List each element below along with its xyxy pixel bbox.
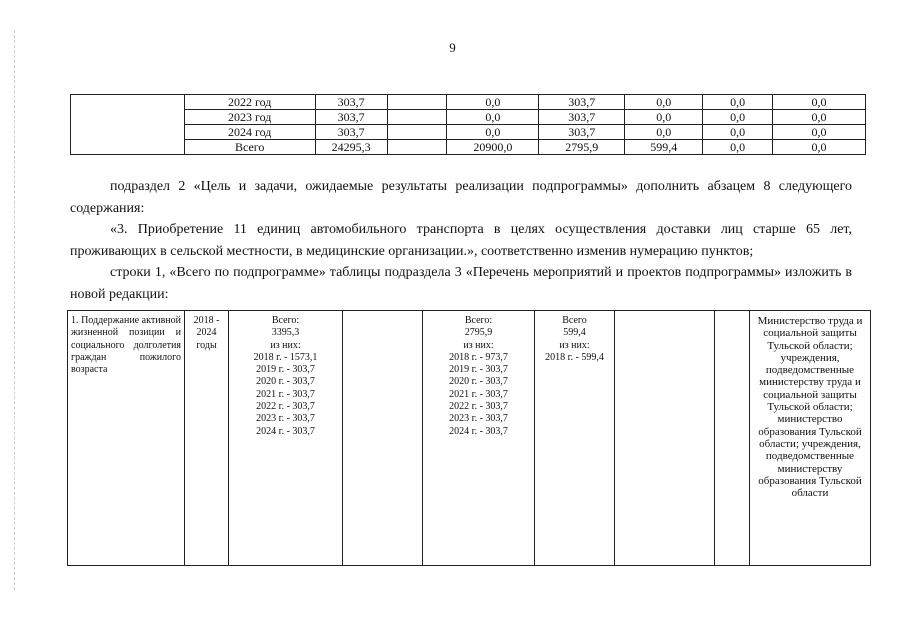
cell: 0,0: [447, 125, 539, 140]
cell: 0,0: [773, 95, 866, 110]
paragraph: строки 1, «Всего по подпрограмме» таблицы подраздела 3 «Перечень мероприятий и проектов подпрограммы» изложить в новой редакции:: [70, 265, 852, 302]
row-label: Всего: [184, 140, 315, 155]
cell: 303,7: [539, 95, 625, 110]
year-line: 2024 г. - 303,7: [256, 425, 315, 437]
municipal-funding-cell: [535, 311, 615, 566]
cell-sub: из них:: [559, 339, 590, 351]
row-label: 2023 год: [184, 110, 315, 125]
year-line: 2018 г. - 1573,1: [253, 351, 318, 363]
scan-edge-marks: [14, 30, 17, 590]
table-row: [71, 140, 866, 155]
cell: 20900,0: [447, 140, 539, 155]
cell: [387, 110, 447, 125]
table-row: [68, 311, 871, 566]
cell: 0,0: [703, 140, 773, 155]
responsible-cell: Министерство труда и социальной защиты Тульской области; учреждения, подведомственные министерству труда и социальной защиты Тульской области; министерство образования Тульской области; учреждения, подведомственные министерству образования Тульской области: [750, 311, 871, 566]
page-number: 9: [449, 40, 456, 55]
cell: 0,0: [447, 110, 539, 125]
table-row: [71, 110, 866, 125]
cell: 0,0: [773, 125, 866, 140]
table-row: [71, 125, 866, 140]
cell: 303,7: [539, 125, 625, 140]
year-line: 2022 г. - 303,7: [256, 401, 315, 413]
period-cell: 2018 - 2024 годы: [185, 311, 229, 566]
cell: 599,4: [625, 140, 703, 155]
cell: 0,0: [625, 95, 703, 110]
body-text: [70, 176, 852, 305]
year-line: 2019 г. - 303,7: [449, 364, 508, 376]
cell: 2795,9: [539, 140, 625, 155]
cell: [387, 125, 447, 140]
cell-head: Всего: [562, 315, 587, 326]
cell: 0,0: [625, 125, 703, 140]
cell: 303,7: [315, 110, 387, 125]
year-line: 2024 г. - 303,7: [449, 425, 508, 437]
cell: 0,0: [703, 125, 773, 140]
year-line: 2018 г. - 599,4: [545, 351, 604, 363]
cell: 0,0: [703, 95, 773, 110]
cell-value: 3395,3: [271, 327, 300, 339]
year-line: 2020 г. - 303,7: [449, 376, 508, 388]
cell: 24295,3: [315, 140, 387, 155]
cell: 0,0: [447, 95, 539, 110]
year-line: 2020 г. - 303,7: [256, 376, 315, 388]
cell: 0,0: [773, 140, 866, 155]
year-line: 2023 г. - 303,7: [449, 413, 508, 425]
year-line: 2022 г. - 303,7: [449, 401, 508, 413]
measures-table: [67, 310, 871, 566]
cell: [387, 140, 447, 155]
row-label: 2022 год: [184, 95, 315, 110]
cell: 0,0: [773, 110, 866, 125]
cell: 303,7: [315, 125, 387, 140]
cell: 0,0: [703, 110, 773, 125]
cell-head: Всего:: [464, 315, 493, 326]
cell-value: 2795,9: [464, 327, 493, 339]
paragraph: подраздел 2 «Цель и задачи, ожидаемые результаты реализации подпрограммы» дополнить абзацем 8 следующего содержания:: [70, 179, 852, 216]
row-label: 2024 год: [184, 125, 315, 140]
cell: 0,0: [625, 110, 703, 125]
empty-cell: [343, 311, 423, 566]
regional-funding-cell: [423, 311, 535, 566]
cell: [387, 95, 447, 110]
cell-sub: из них:: [270, 339, 301, 351]
empty-cell: [615, 311, 715, 566]
total-funding-cell: [229, 311, 343, 566]
table-row: [71, 95, 866, 110]
empty-cell: [715, 311, 750, 566]
measure-name-cell: 1. Поддержание активной жизненной позиции и социального долголетия граждан пожилого возраста: [68, 311, 185, 566]
cell: 303,7: [539, 110, 625, 125]
year-line: 2018 г. - 973,7: [449, 351, 508, 363]
cell-value: 599,4: [563, 327, 586, 339]
cell: 303,7: [315, 95, 387, 110]
top-table: [70, 94, 866, 155]
cell-head: Всего:: [271, 315, 300, 326]
year-line: 2019 г. - 303,7: [256, 364, 315, 376]
year-line: 2023 г. - 303,7: [256, 413, 315, 425]
year-line: 2021 г. - 303,7: [256, 388, 315, 400]
year-line: 2021 г. - 303,7: [449, 388, 508, 400]
paragraph: «3. Приобретение 11 единиц автомобильного транспорта в целях осуществления доставки лиц старше 65 лет, проживающих в сельской местности, в медицинские организации.», соответственно изменив нумерацию пунктов;: [70, 222, 852, 259]
cell-sub: из них:: [463, 339, 494, 351]
blank-cell: [71, 95, 185, 155]
